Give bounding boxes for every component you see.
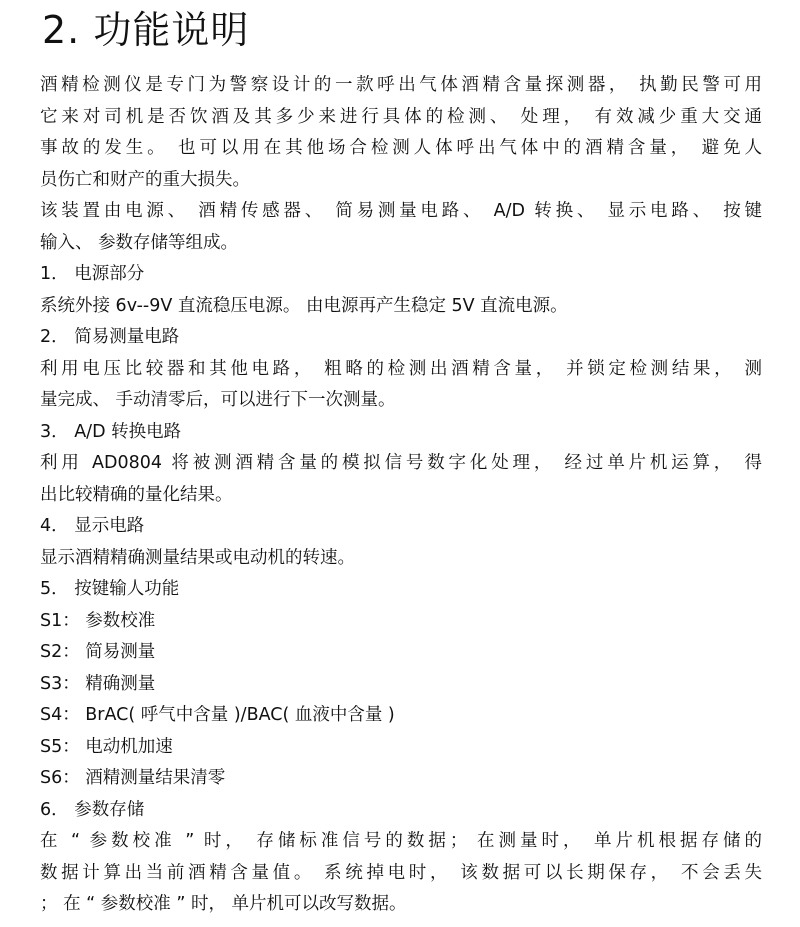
section-heading: 2. 功能说明 <box>42 8 250 52</box>
text-line: ； 在 “ 参数校准 ” 时， 单片机可以改写数据。 <box>40 894 407 914</box>
text-line: 出比较精确的量化结果。 <box>40 484 233 505</box>
text-line: 显示酒精精确测量结果或电动机的转速。 <box>40 547 355 568</box>
text-line: 利用 AD0804 将被测酒精含量的模拟信号数字化处理， 经过单片机运算， 得 <box>40 453 762 473</box>
text-line: 数据计算出当前酒精含量值。 系统掉电时， 该数据可以长期保存， 不会丢失 <box>40 862 762 883</box>
text-line: 该装置由电源、 酒精传感器、 简易测量电路、 A/D 转换、 显示电路、 按键 <box>40 201 762 221</box>
key-description: S5： 电动机加速 <box>40 736 173 757</box>
key-description: S2： 简易测量 <box>40 642 156 662</box>
section-item-heading: 3． A/D 转换电路 <box>40 421 182 442</box>
section-item-heading: 6． 参数存储 <box>40 799 145 820</box>
text-line: 员伤亡和财产的重大损失。 <box>40 169 250 190</box>
key-description: S6： 酒精测量结果清零 <box>40 768 226 788</box>
text-line: 利用电压比较器和其他电路， 粗略的检测出酒精含量， 并锁定检测结果， 测 <box>40 358 762 379</box>
text-line: 系统外接 6v--9V 直流稳压电源。 由电源再产生稳定 5V 直流电源。 <box>40 295 568 316</box>
body-text <box>40 70 762 921</box>
section-item-heading: 1． 电源部分 <box>40 264 145 284</box>
text-line: 量完成、 手动清零后，可以进行下一次测量。 <box>40 390 396 410</box>
section-item-heading: 2． 简易测量电路 <box>40 327 180 347</box>
text-line: 酒精检测仪是专门为警察设计的一款呼出气体酒精含量探测器， 执勤民警可用 <box>40 75 762 95</box>
section-item-heading: 4． 显示电路 <box>40 516 145 536</box>
key-description: S4： BrAC( 呼气中含量 )/BAC( 血液中含量 ) <box>40 705 395 725</box>
text-line: 在 “ 参数校准 ” 时， 存储标准信号的数据； 在测量时， 单片机根据存储的 <box>40 831 762 851</box>
text-line: 输入、 参数存储等组成。 <box>40 232 239 253</box>
text-line: 事故的发生。 也可以用在其他场合检测人体呼出气体中的酒精含量， 避免人 <box>40 138 762 158</box>
key-description: S1： 参数校准 <box>40 610 156 631</box>
text-line: 它来对司机是否饮酒及其多少来进行具体的检测、 处理， 有效减少重大交通 <box>40 106 762 127</box>
key-description: S3： 精确测量 <box>40 673 156 694</box>
section-item-heading: 5． 按键输人功能 <box>40 579 180 599</box>
